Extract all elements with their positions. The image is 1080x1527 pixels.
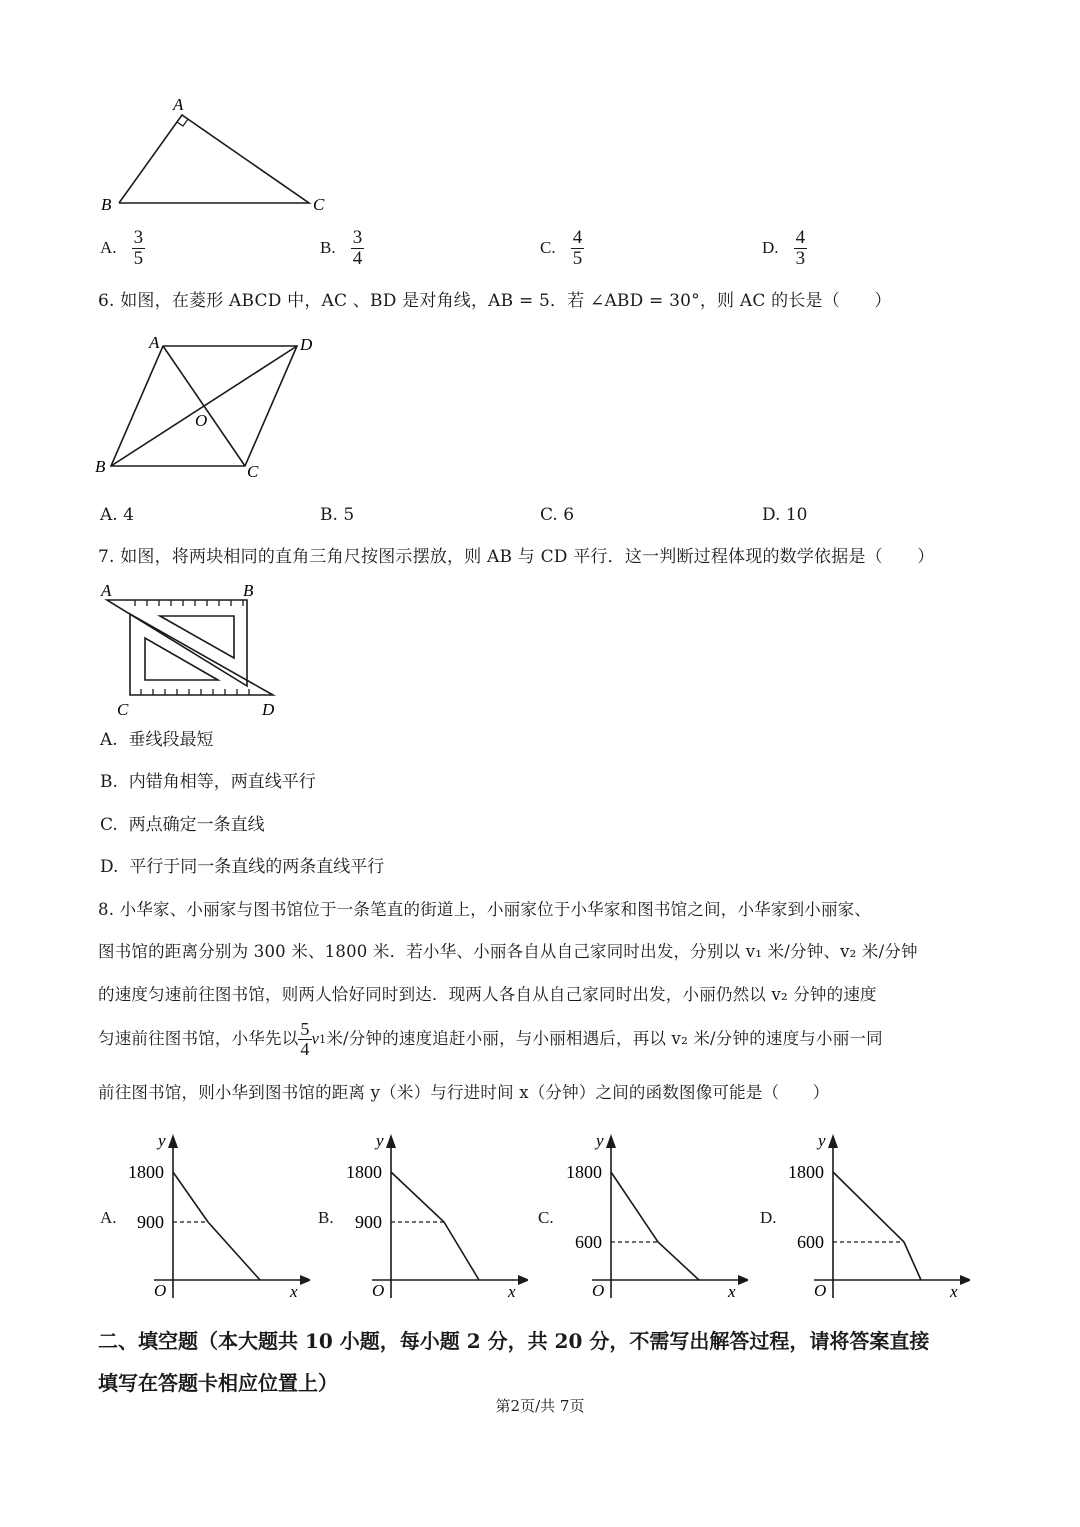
q8-stem-line-2: 图书馆的距离分别为 300 米、1800 米．若小华、小丽各自从自己家同时出发，分别以 v₁ 米/分钟、v₂ 米/分钟	[98, 942, 918, 961]
svg-text:900: 900	[137, 1212, 164, 1232]
vertex-label-a: A	[101, 581, 112, 600]
section-2-heading-line-2: 填写在答题卡相应位置上）	[98, 1371, 338, 1395]
fraction: $\frac{3}{4}$	[352, 227, 363, 269]
vertex-label-d: D	[300, 335, 313, 354]
center-label-o: O	[195, 411, 208, 430]
q5-option-a[interactable]	[100, 228, 145, 269]
svg-text:O: O	[592, 1281, 605, 1300]
page-footer: 第2页/共 7页	[495, 1397, 585, 1415]
svg-text:y: y	[596, 1131, 604, 1150]
q7-set-squares-figure	[95, 578, 295, 723]
svg-text:x: x	[290, 1282, 298, 1300]
graph-d	[780, 1130, 970, 1300]
q6-option-c[interactable]: C. 6	[540, 505, 575, 525]
vertex-label-a: A	[149, 333, 160, 352]
q6-rhombus-figure	[95, 332, 335, 482]
q8-stem-line-5: 前往图书馆，则小华到图书馆的距离 y（米）与行进时间 x（分钟）之间的函数图像可能是（ ）	[98, 1083, 830, 1102]
q6-stem: 6. 如图，在菱形 ABCD 中，AC 、BD 是对角线，AB = 5．若 ∠ABD = 30°，则 AC 的长是（ ）	[98, 291, 892, 311]
vertex-label-a: A	[173, 95, 184, 114]
svg-text:1800: 1800	[788, 1162, 824, 1182]
fraction: $\frac{4}{5}$	[572, 227, 583, 269]
q6-option-b[interactable]: B. 5	[320, 505, 355, 525]
q5-option-c[interactable]	[540, 228, 584, 269]
q8-option-a[interactable]	[100, 1130, 310, 1300]
q7-option-a[interactable]: A. 垂线段最短	[100, 730, 214, 750]
option-label: B.	[318, 1208, 334, 1227]
q8-stem-line-3: 的速度匀速前往图书馆，则两人恰好同时到达．现两人各自从自己家同时出发，小丽仍然以 v₂ 分钟的速度	[98, 985, 877, 1004]
svg-text:x: x	[508, 1282, 516, 1300]
graph-b	[338, 1130, 528, 1300]
svg-text:600: 600	[797, 1232, 824, 1252]
q6-option-a[interactable]: A. 4	[100, 505, 134, 525]
q8-option-c[interactable]	[538, 1130, 748, 1300]
svg-text:1800: 1800	[128, 1162, 164, 1182]
option-label: C.	[538, 1208, 554, 1227]
graph-c	[558, 1130, 748, 1300]
option-label: C.	[540, 237, 556, 257]
q8-option-b[interactable]	[318, 1130, 528, 1300]
q6-option-d[interactable]: D. 10	[762, 505, 808, 525]
vertex-label-c: C	[117, 700, 129, 719]
svg-text:O: O	[372, 1281, 385, 1300]
svg-text:O: O	[154, 1281, 167, 1300]
svg-text:600: 600	[575, 1232, 602, 1252]
svg-text:O: O	[814, 1281, 827, 1300]
section-2-heading-line-1: 二、填空题（本大题共 10 小题，每小题 2 分，共 20 分，不需写出解答过程，请将答案直接	[98, 1329, 930, 1353]
fraction: $\frac{3}{5}$	[133, 227, 144, 269]
option-label: D.	[760, 1208, 777, 1227]
svg-text:y: y	[158, 1131, 166, 1150]
q8-stem-line-1: 8. 小华家、小丽家与图书馆位于一条笔直的街道上，小丽家位于小华家和图书馆之间，小华家到小丽家、	[98, 900, 872, 919]
vertex-label-d: D	[262, 700, 275, 719]
q8-stem-line-4: 匀速前往图书馆，小华先以 $\frac{5}{4}$ v 1 米/分钟的速度追赶小丽，与小丽相遇后，再以 v₂ 米/分钟的速度与小丽一同	[98, 1019, 883, 1059]
graph-a	[120, 1130, 310, 1300]
svg-text:y: y	[376, 1131, 384, 1150]
fraction: $\frac{4}{3}$	[795, 227, 806, 269]
q7-stem: 7. 如图，将两块相同的直角三角尺按图示摆放，则 AB 与 CD 平行．这一判断过程体现的数学依据是（ ）	[98, 547, 935, 567]
fraction-five-fourths: $\frac{5}{4}$	[300, 1019, 310, 1059]
svg-text:1800: 1800	[346, 1162, 382, 1182]
vertex-label-b: B	[101, 195, 112, 214]
q7-option-d[interactable]: D. 平行于同一条直线的两条直线平行	[100, 857, 385, 877]
option-label: A.	[100, 237, 117, 257]
q5-option-b[interactable]	[320, 228, 364, 269]
vertex-label-c: C	[313, 195, 325, 214]
svg-text:x: x	[950, 1282, 958, 1300]
q5-option-d[interactable]	[762, 228, 807, 269]
q7-option-b[interactable]: B. 内错角相等，两直线平行	[100, 772, 316, 792]
svg-text:x: x	[728, 1282, 736, 1300]
svg-text:1800: 1800	[566, 1162, 602, 1182]
q8-option-d[interactable]	[760, 1130, 970, 1300]
option-label: A.	[100, 1208, 117, 1227]
q5-triangle-figure	[95, 90, 345, 220]
vertex-label-c: C	[247, 462, 259, 481]
vertex-label-b: B	[95, 457, 106, 476]
q7-option-c[interactable]: C. 两点确定一条直线	[100, 815, 265, 835]
option-label: B.	[320, 237, 336, 257]
svg-text:y: y	[818, 1131, 826, 1150]
vertex-label-b: B	[243, 581, 254, 600]
option-label: D.	[762, 237, 779, 257]
svg-text:900: 900	[355, 1212, 382, 1232]
